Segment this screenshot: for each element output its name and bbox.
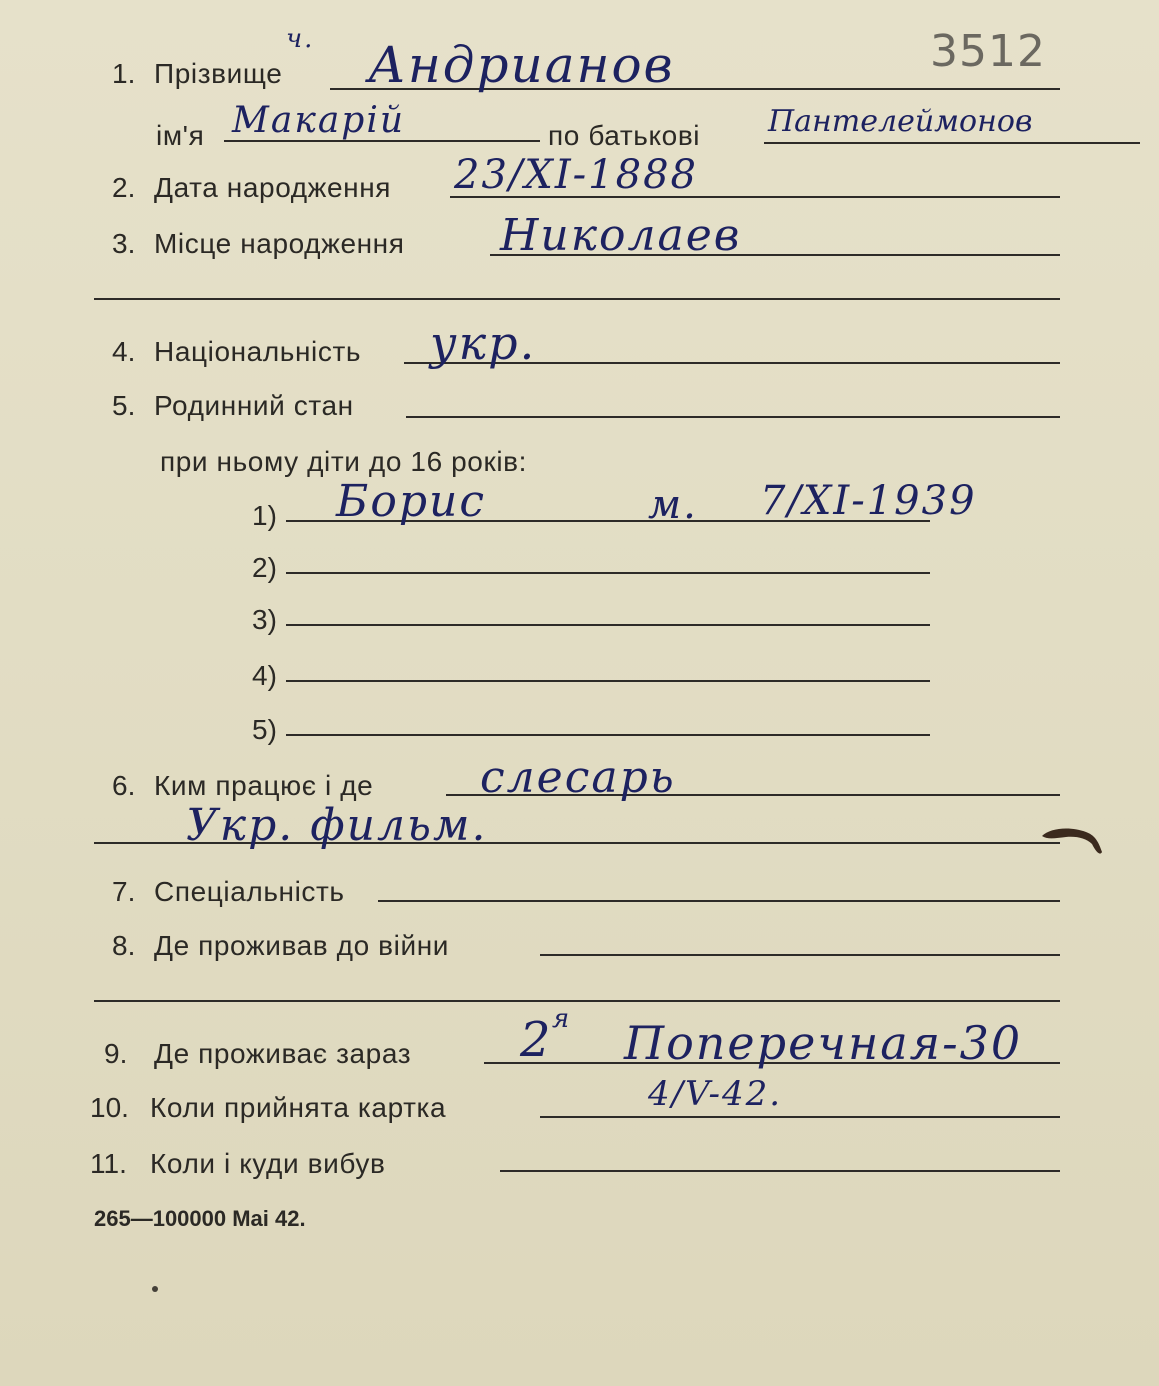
card-accepted-line — [540, 1116, 1060, 1118]
nationality-label: Національність — [154, 336, 362, 367]
children-label: при ньому діти до 16 років: — [160, 446, 528, 477]
ink-stain — [1036, 822, 1108, 866]
marital-status-line — [406, 416, 1060, 418]
child-4-line — [286, 680, 930, 682]
surname-value: Андрианов — [368, 36, 675, 94]
field-7-number: 7. — [112, 876, 136, 907]
print-code: 265—100000 Mai 42. — [94, 1206, 306, 1231]
first-name-value: Макарій — [232, 100, 406, 141]
field-5-number: 5. — [112, 390, 136, 421]
prewar-residence-line-2 — [94, 1000, 1060, 1002]
field-2-number: 2. — [112, 172, 136, 203]
birth-place-value: Николаев — [500, 210, 742, 261]
work-value-2: Укр. фильм. — [186, 800, 488, 851]
child-1-name: Борис — [336, 476, 486, 527]
prewar-residence-label: Де проживав до війни — [154, 930, 449, 961]
child-3-number: 3) — [252, 604, 277, 635]
child-1-date: 7/XI-1939 — [760, 478, 977, 524]
patronymic-label: по батькові — [548, 120, 701, 151]
specialty-label: Спеціальність — [154, 876, 345, 907]
field-4-number: 4. — [112, 336, 136, 367]
work-label: Ким працює і де — [154, 770, 374, 801]
current-residence-number: 2 — [520, 1012, 553, 1068]
current-residence-value: Поперечная-30 — [624, 1016, 1023, 1070]
child-5-number: 5) — [252, 714, 277, 745]
work-value: слесарь — [480, 752, 676, 803]
prewar-residence-line — [540, 954, 1060, 956]
child-2-number: 2) — [252, 552, 277, 583]
surname-prefix: ч. — [286, 24, 315, 54]
archive-number: 3512 — [930, 26, 1046, 77]
field-3-number: 3. — [112, 228, 136, 259]
child-3-line — [286, 624, 930, 626]
patronymic-line — [764, 142, 1140, 144]
patronymic-value: Пантелеймонов — [768, 104, 1033, 139]
child-1-sex: м. — [648, 482, 698, 528]
child-2-line — [286, 572, 930, 574]
first-name-label: ім'я — [156, 120, 205, 151]
child-1-number: 1) — [252, 500, 277, 531]
birth-date-label: Дата народження — [154, 172, 392, 203]
departure-line — [500, 1170, 1060, 1172]
current-residence-suffix: я — [552, 1004, 572, 1034]
field-6-number: 6. — [112, 770, 136, 801]
surname-label: Прізвище — [154, 58, 283, 89]
card-accepted-value: 4/V-42. — [648, 1074, 783, 1114]
card-accepted-label: Коли прийнята картка — [150, 1092, 447, 1123]
birth-place-label: Місце народження — [154, 228, 405, 259]
birth-place-line-2 — [94, 298, 1060, 300]
specialty-line — [378, 900, 1060, 902]
field-10-number: 10. — [90, 1092, 129, 1123]
field-8-number: 8. — [112, 930, 136, 961]
field-11-number: 11. — [90, 1148, 127, 1179]
field-9-number: 9. — [104, 1038, 128, 1069]
marital-status-label: Родинний стан — [154, 390, 354, 421]
nationality-value: укр. — [430, 316, 537, 370]
child-4-number: 4) — [252, 660, 277, 691]
dot-mark — [150, 1284, 160, 1294]
child-5-line — [286, 734, 930, 736]
field-1-number: 1. — [112, 58, 136, 89]
departure-label: Коли і куди вибув — [150, 1148, 386, 1179]
birth-date-value: 23/XI-1888 — [454, 152, 698, 198]
current-residence-label: Де проживає зараз — [154, 1038, 412, 1069]
